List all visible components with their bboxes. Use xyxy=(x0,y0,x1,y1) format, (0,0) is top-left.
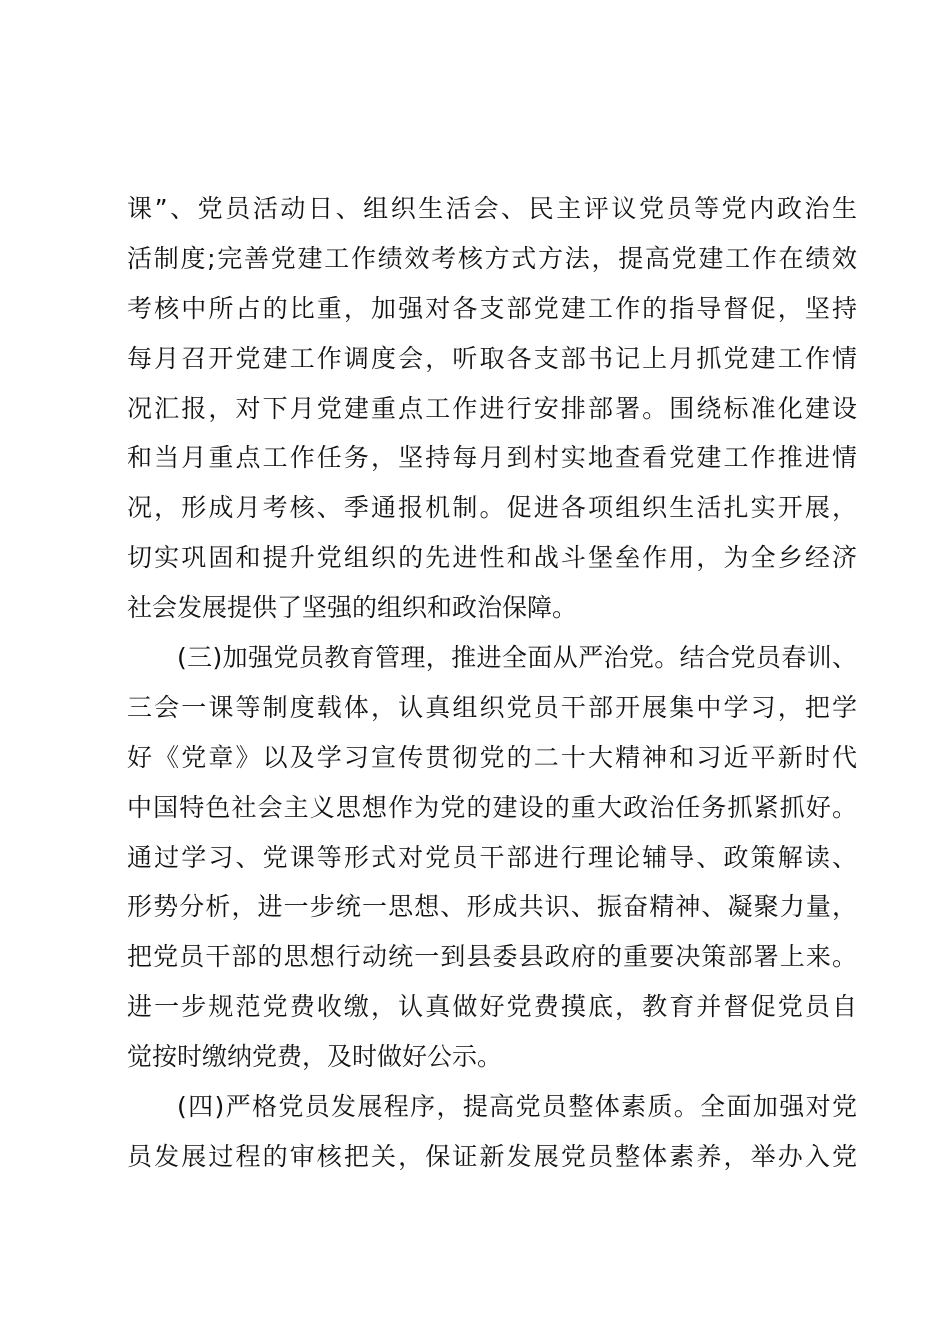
text-line: 况，形成月考核、季通报机制。促进各项组织生活扎实开展， xyxy=(127,493,857,523)
text-line: 三会一课等制度载体，认真组织党员干部开展集中学习，把学 xyxy=(127,692,857,722)
text-line: 觉按时缴纳党费，及时做好公示。 xyxy=(127,1042,503,1072)
text-line: 好《党章》以及学习宣传贯彻党的二十大精神和习近平新时代 xyxy=(127,742,857,772)
text-line: 进一步规范党费收缴，认真做好党费摸底，教育并督促党员自 xyxy=(127,992,857,1022)
text-line: 况汇报，对下月党建重点工作进行安排部署。围绕标准化建设 xyxy=(127,393,857,423)
text-line: 通过学习、党课等形式对党员干部进行理论辅导、政策解读、 xyxy=(127,842,857,872)
paragraph xyxy=(127,184,857,633)
text-line: 社会发展提供了坚强的组织和政治保障。 xyxy=(127,593,578,623)
text-line: 课”、党员活动日、组织生活会、民主评议党员等党内政治生 xyxy=(127,194,857,223)
paragraph xyxy=(127,1082,857,1182)
text-line: 和当月重点工作任务，坚持每月到村实地查看党建工作推进情 xyxy=(127,443,857,473)
document-body xyxy=(127,184,857,1182)
text-line: 切实巩固和提升党组织的先进性和战斗堡垒作用，为全乡经济 xyxy=(127,543,857,573)
text-line: (四)严格党员发展程序，提高党员整体素质。全面加强对党 xyxy=(177,1092,857,1122)
text-line: 每月召开党建工作调度会，听取各支部书记上月抓党建工作情 xyxy=(127,343,857,373)
paragraph xyxy=(127,633,857,1082)
text-line: 形势分析，进一步统一思想、形成共识、振奋精神、凝聚力量， xyxy=(127,892,857,922)
text-line: 把党员干部的思想行动统一到县委县政府的重要决策部署上来。 xyxy=(127,942,857,972)
text-line: (三)加强党员教育管理，推进全面从严治党。结合党员春训、 xyxy=(177,643,857,673)
text-line: 员发展过程的审核把关，保证新发展党员整体素养，举办入党 xyxy=(127,1141,857,1171)
text-line: 考核中所占的比重，加强对各支部党建工作的指导督促，坚持 xyxy=(127,293,857,323)
text-line: 中国特色社会主义思想作为党的建设的重大政治任务抓紧抓好。 xyxy=(127,792,857,822)
text-line: 活制度;完善党建工作绩效考核方式方法，提高党建工作在绩效 xyxy=(127,243,857,273)
